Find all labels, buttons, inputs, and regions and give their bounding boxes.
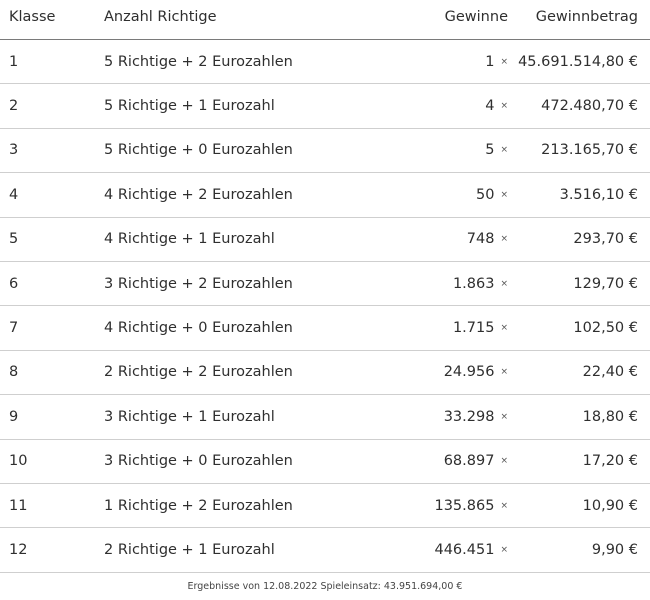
cell-gewinnbetrag: 3.516,10 € xyxy=(559,186,638,203)
cell-gewinne xyxy=(485,129,508,172)
cell-anzahl-richtige: 2 Richtige + 1 Eurozahl xyxy=(104,541,275,558)
multiply-sign: × xyxy=(500,278,508,289)
cell-klasse: 6 xyxy=(9,275,19,292)
cell-klasse: 3 xyxy=(9,142,19,159)
table-row xyxy=(0,440,650,484)
table-header xyxy=(0,0,650,40)
header-anzahl-richtige: Anzahl Richtige xyxy=(104,9,217,25)
gewinne-count: 24.956 xyxy=(443,364,495,381)
multiply-sign: × xyxy=(500,367,508,378)
cell-gewinne xyxy=(476,173,508,216)
cell-anzahl-richtige: 4 Richtige + 0 Eurozahlen xyxy=(104,320,293,337)
table-row xyxy=(0,218,650,262)
header-gewinne: Gewinne xyxy=(444,9,508,25)
cell-gewinne xyxy=(467,218,508,261)
multiply-sign: × xyxy=(500,411,508,422)
table-row xyxy=(0,129,650,173)
gewinne-count: 135.865 xyxy=(434,497,495,514)
cell-gewinne xyxy=(485,84,508,127)
cell-gewinne xyxy=(434,528,508,571)
table-row xyxy=(0,395,650,439)
cell-klasse: 4 xyxy=(9,186,19,203)
cell-klasse: 2 xyxy=(9,98,19,115)
cell-klasse: 7 xyxy=(9,320,19,337)
cell-anzahl-richtige: 3 Richtige + 0 Eurozahlen xyxy=(104,453,293,470)
gewinne-count: 1 xyxy=(485,53,495,70)
cell-klasse: 8 xyxy=(9,364,19,381)
multiply-sign: × xyxy=(500,189,508,200)
table-body xyxy=(0,40,650,573)
cell-gewinnbetrag: 10,90 € xyxy=(582,497,638,514)
header-gewinnbetrag: Gewinnbetrag xyxy=(535,9,638,25)
cell-gewinnbetrag: 45.691.514,80 € xyxy=(518,53,638,70)
multiply-sign: × xyxy=(500,145,508,156)
cell-gewinne xyxy=(444,440,508,483)
gewinne-count: 68.897 xyxy=(443,453,495,470)
table-row xyxy=(0,40,650,84)
cell-anzahl-richtige: 1 Richtige + 2 Eurozahlen xyxy=(104,497,293,514)
cell-anzahl-richtige: 2 Richtige + 2 Eurozahlen xyxy=(104,364,293,381)
cell-gewinne xyxy=(434,484,508,527)
cell-gewinnbetrag: 102,50 € xyxy=(573,320,638,337)
header-klasse: Klasse xyxy=(9,9,56,25)
table-row xyxy=(0,484,650,528)
cell-anzahl-richtige: 5 Richtige + 2 Eurozahlen xyxy=(104,53,293,70)
multiply-sign: × xyxy=(500,456,508,467)
gewinne-count: 748 xyxy=(466,231,495,248)
cell-gewinne xyxy=(485,40,508,83)
cell-gewinne xyxy=(453,306,508,349)
cell-anzahl-richtige: 3 Richtige + 2 Eurozahlen xyxy=(104,275,293,292)
cell-gewinnbetrag: 9,90 € xyxy=(591,541,638,558)
results-footer: Ergebnisse von 12.08.2022 Spieleinsatz: 43.951.694,00 € xyxy=(187,580,463,592)
cell-gewinnbetrag: 129,70 € xyxy=(573,275,638,292)
cell-anzahl-richtige: 3 Richtige + 1 Eurozahl xyxy=(104,408,275,425)
cell-gewinnbetrag: 213.165,70 € xyxy=(541,142,638,159)
cell-anzahl-richtige: 5 Richtige + 0 Eurozahlen xyxy=(104,142,293,159)
gewinne-count: 446.451 xyxy=(434,541,495,558)
multiply-sign: × xyxy=(500,323,508,334)
multiply-sign: × xyxy=(500,56,508,67)
table-row xyxy=(0,528,650,572)
table-row xyxy=(0,306,650,350)
gewinne-count: 1.863 xyxy=(452,275,495,292)
cell-gewinne xyxy=(444,395,508,438)
cell-gewinnbetrag: 293,70 € xyxy=(573,231,638,248)
cell-anzahl-richtige: 4 Richtige + 2 Eurozahlen xyxy=(104,186,293,203)
table-row xyxy=(0,173,650,217)
cell-klasse: 5 xyxy=(9,231,19,248)
gewinne-count: 5 xyxy=(485,142,495,159)
cell-klasse: 12 xyxy=(9,541,28,558)
multiply-sign: × xyxy=(500,500,508,511)
gewinne-count: 1.715 xyxy=(452,320,495,337)
cell-gewinne xyxy=(444,351,508,394)
cell-klasse: 1 xyxy=(9,53,19,70)
cell-gewinnbetrag: 18,80 € xyxy=(582,408,638,425)
cell-klasse: 9 xyxy=(9,408,19,425)
table-row xyxy=(0,351,650,395)
cell-gewinnbetrag: 22,40 € xyxy=(582,364,638,381)
gewinne-count: 50 xyxy=(476,186,495,203)
gewinne-count: 33.298 xyxy=(443,408,495,425)
cell-gewinnbetrag: 472.480,70 € xyxy=(541,98,638,115)
multiply-sign: × xyxy=(500,544,508,555)
table-row xyxy=(0,262,650,306)
cell-gewinnbetrag: 17,20 € xyxy=(582,453,638,470)
cell-gewinne xyxy=(453,262,508,305)
cell-anzahl-richtige: 5 Richtige + 1 Eurozahl xyxy=(104,98,275,115)
multiply-sign: × xyxy=(500,101,508,112)
cell-klasse: 10 xyxy=(9,453,28,470)
cell-anzahl-richtige: 4 Richtige + 1 Eurozahl xyxy=(104,231,275,248)
multiply-sign: × xyxy=(500,234,508,245)
table-row xyxy=(0,84,650,128)
gewinne-count: 4 xyxy=(485,98,495,115)
cell-klasse: 11 xyxy=(9,497,28,514)
